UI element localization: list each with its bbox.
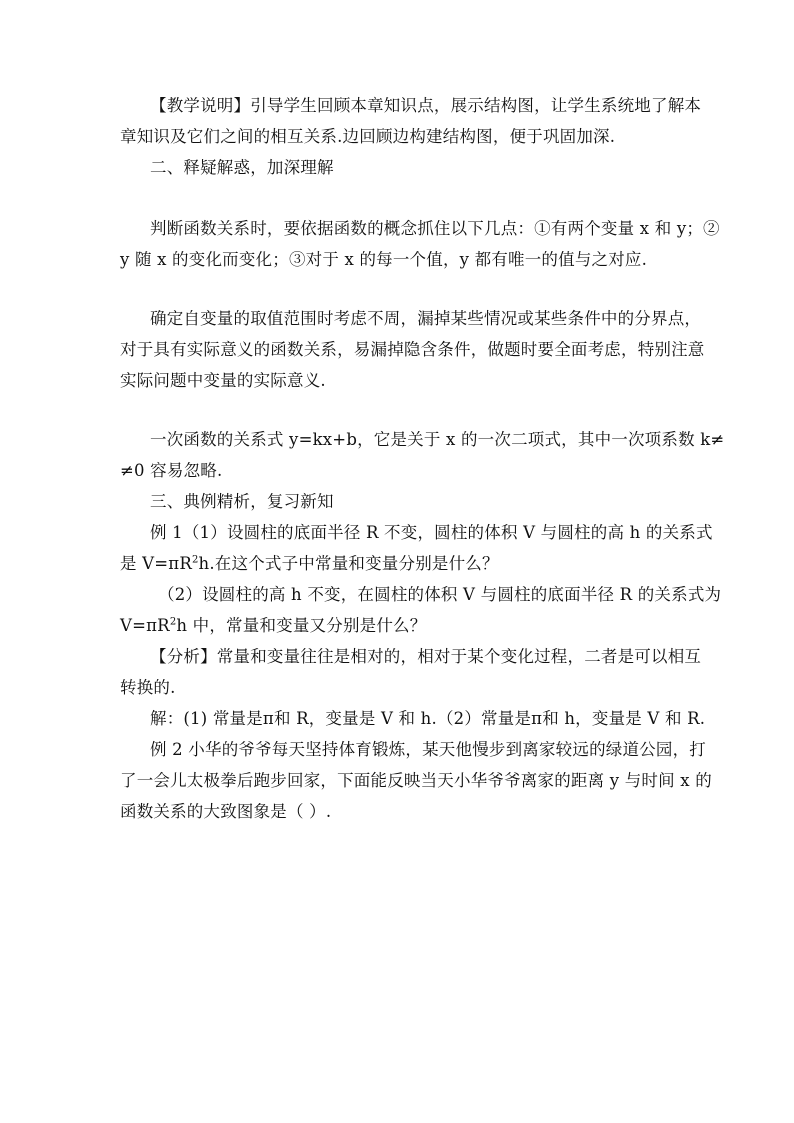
- paragraph-linear-function-line-2: ≠0 容易忽略.: [120, 461, 223, 480]
- paragraph-domain-line-3: 实际问题中变量的实际意义.: [120, 371, 326, 390]
- paragraph-function-judgement-line-1: 判断函数关系时，要依据函数的概念抓住以下几点：①有两个变量 x 和 y；②: [150, 219, 720, 238]
- paragraph-linear-function-line-1: 一次函数的关系式 y=kx+b，它是关于 x 的一次二项式，其中一次项系数 k≠: [150, 430, 725, 449]
- analysis-line-2: 转换的.: [120, 678, 176, 697]
- example-1-line-2: 是 $V=\pi R^2h$.在这个式子中常量和变量分别是什么？: [120, 554, 499, 573]
- example-2-line-1: 例 2 小华的爷爷每天坚持体育锻炼，某天他慢步到离家较远的绿道公园，打: [150, 740, 706, 759]
- section-heading-3: 三、典例精析，复习新知: [150, 492, 334, 511]
- paragraph-domain-line-2: 对于具有实际意义的函数关系，易漏掉隐含条件，做题时要全面考虑，特别注意: [120, 340, 705, 359]
- paragraph-function-judgement-line-2: y 随 x 的变化而变化；③对于 x 的每一个值，y 都有唯一的值与之对应.: [120, 250, 648, 269]
- example-2-line-3: 函数关系的大致图象是（ ）.: [120, 802, 332, 821]
- example-1-part-2-line-1: （2）设圆柱的高 h 不变，在圆柱的体积 V 与圆柱的底面半径 R 的关系式为: [158, 585, 722, 604]
- example-1-part-2-line-2: $V=\pi R^2h$ 中，常量和变量又分别是什么？: [120, 616, 427, 635]
- section-heading-2: 二、释疑解惑，加深理解: [150, 158, 334, 177]
- analysis-line-1: 【分析】常量和变量往往是相对的，相对于某个变化过程，二者是可以相互: [150, 647, 702, 666]
- solution-line: 解：(1) 常量是π和 R，变量是 V 和 h.（2）常量是π和 h，变量是 V 和 R.: [150, 709, 706, 728]
- example-1-line-1: 例 1（1）设圆柱的底面半径 R 不变，圆柱的体积 V 与圆柱的高 h 的关系式: [150, 523, 713, 542]
- teaching-note-line-1: 【教学说明】引导学生回顾本章知识点，展示结构图，让学生系统地了解本: [150, 96, 702, 115]
- paragraph-domain-line-1: 确定自变量的取值范围时考虑不周，漏掉某些情况或某些条件中的分界点，: [150, 309, 702, 328]
- teaching-note-line-2: 章知识及它们之间的相互关系.边回顾边构建结构图，便于巩固加深.: [120, 127, 616, 146]
- example-2-line-2: 了一会儿太极拳后跑步回家，下面能反映当天小华爷爷离家的距离 y 与时间 x 的: [120, 771, 712, 790]
